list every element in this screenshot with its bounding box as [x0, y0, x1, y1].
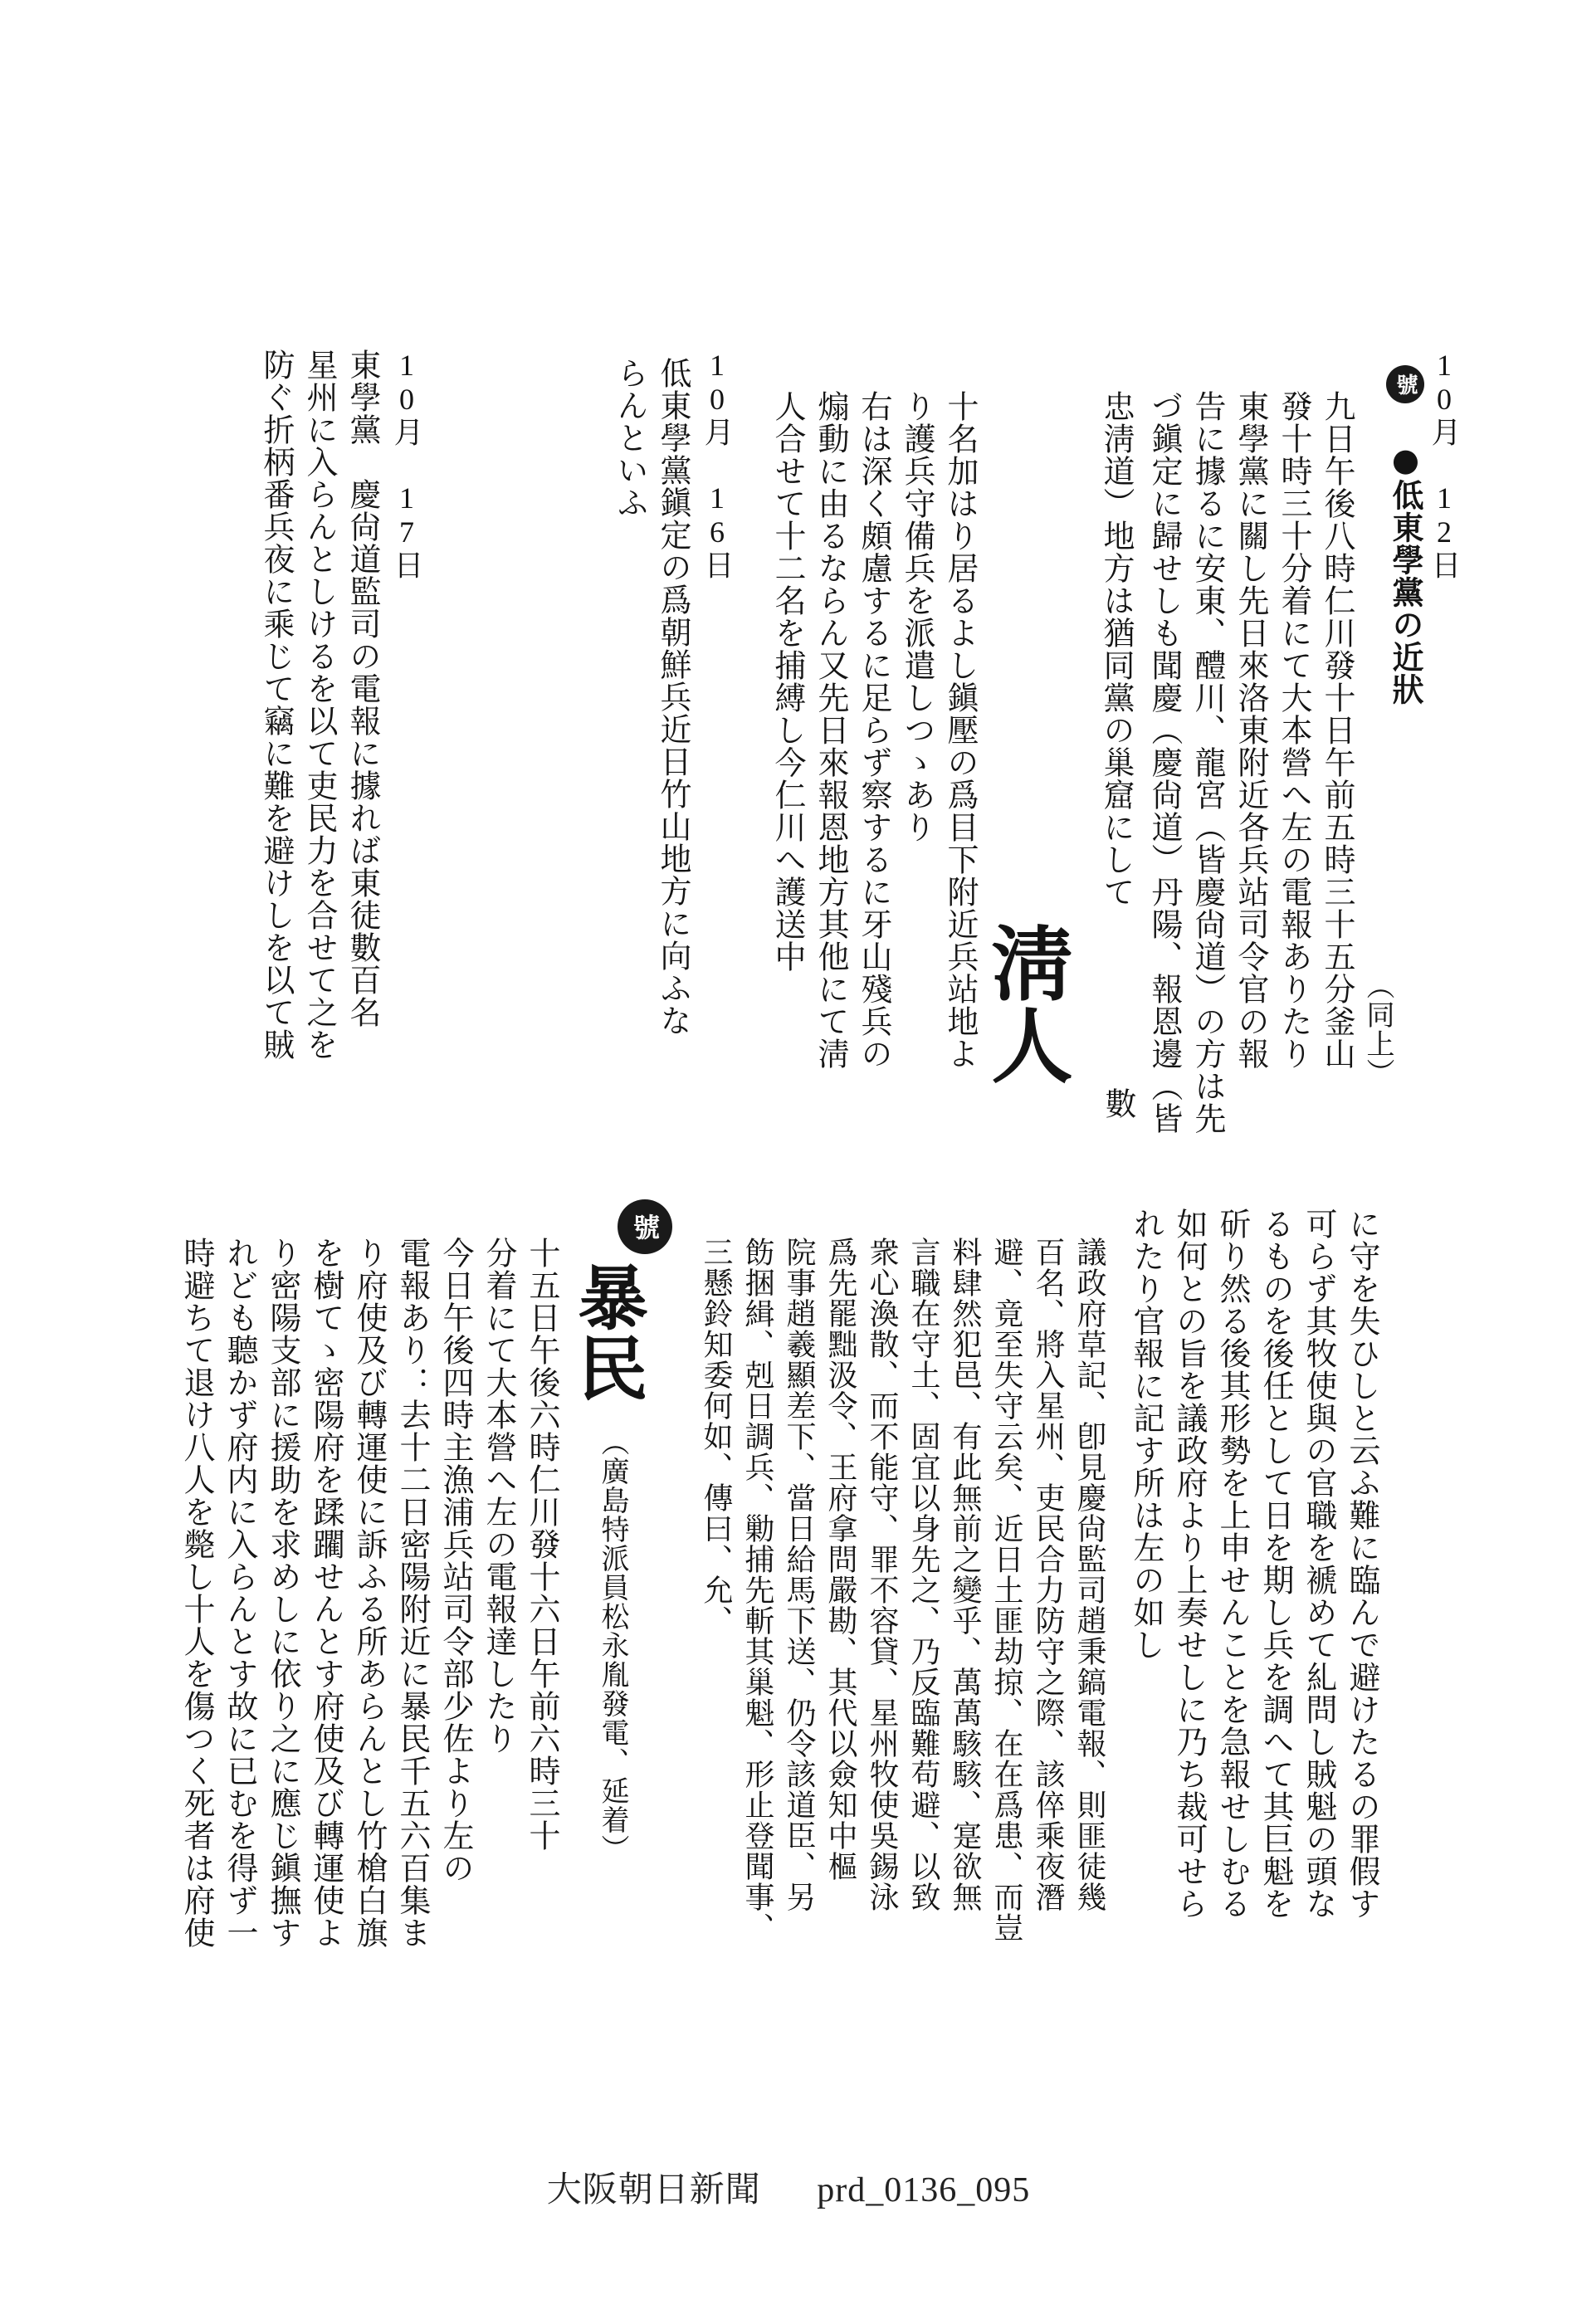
lower-left-line: 今日午後四時主漁浦兵站司令部少佐より左の — [437, 1237, 474, 1884]
article-1-title: ●低東學黨の近狀 — [1387, 441, 1424, 706]
lower-left-line: り密陽支部に援助を求めしに依り之に應じ鎭撫す — [265, 1237, 301, 1949]
article-1-line: づ鎭定に歸せしも聞慶（慶尙道）丹陽、報恩邊（皆 — [1146, 390, 1183, 1135]
article-1-line: 九日午後八時仁川發十日午前五時三十五分釜山 — [1319, 390, 1355, 1070]
lower-right-line: れたり官報に記す所は左の如し — [1128, 1208, 1164, 1661]
lower-right-line: 可らず其牧使與の官職を褫めて糺問し賊魁の頭な — [1301, 1208, 1337, 1920]
article-1-line: 人合せて十二名を捕縛し今仁川へ護送中 — [769, 390, 806, 973]
article-1-emphasis: 淸人 — [978, 921, 1073, 1086]
article-1-line: 右は深く頗慮するに足らず察するに牙山殘兵の — [856, 390, 892, 1070]
article-1-emphasis-tail: 數 — [1100, 1087, 1136, 1120]
lower-right-line: 言職在守土、固宜以身先之、乃反臨難苟避、以致 — [906, 1237, 940, 1912]
article-marker-icon: 號 — [1386, 365, 1424, 403]
lower-left-line: れども聽かず府内に入らんとす故に已むを得ず一 — [222, 1237, 258, 1949]
lower-left-line: を樹てゝ密陽府を蹂躙せんとす府使及び轉運使よ — [308, 1237, 344, 1949]
lower-right-line: 三懸鈴知委何如、傳曰、允、 — [699, 1237, 733, 1636]
lower-left-line: 電報あり：去十二日密陽附近に暴民千五六百集ま — [394, 1237, 431, 1949]
article-1-line: 東學黨に關し先日來洛東附近各兵站司令官の報 — [1233, 390, 1269, 1070]
lower-left-source: （廣島特派員松永胤發電、延着） — [596, 1428, 629, 1863]
article-3-line: 防ぐ折柄番兵夜に乘じて竊に難を避けしを以て賊 — [258, 349, 295, 1061]
lower-left-heading — [618, 1199, 672, 1254]
publication-name: 大阪朝日新聞 — [546, 2171, 761, 2209]
article-1-date: 10月 12日 — [1428, 349, 1461, 580]
lower-left-line: り府使及び轉運使に訴ふる所あらんとし竹槍白旗 — [351, 1237, 388, 1949]
lower-right-line: 避、竟至失守云矣、近日土匪劫掠、在在爲患、而豈 — [989, 1237, 1023, 1943]
lower-left-title: 暴民 — [567, 1262, 649, 1403]
article-marker-icon: 號 — [618, 1199, 672, 1254]
article-2-line: 低東學黨鎭定の爲朝鮮兵近日竹山地方に向ふな — [655, 357, 691, 1037]
article-1-source: （同上） — [1361, 971, 1394, 1087]
lower-right-line: 斫り然る後其形勢を上申せんことを急報せしむる — [1214, 1208, 1251, 1920]
lower-left-line: 十五日午後六時仁川發十六日午前六時三十 — [524, 1237, 560, 1852]
lower-right-line: 議政府草記、卽見慶尙監司趙秉鎬電報、則匪徒幾 — [1072, 1237, 1106, 1912]
article-1-line: 十名加はり居るよし鎭壓の爲目下附近兵站地よ — [942, 390, 979, 1070]
article-3-date: 10月 17日 — [390, 349, 423, 580]
article-1-line: 忠淸道）地方は猶同黨の巢窟にして — [1098, 390, 1135, 908]
article-1-line: 煽動に由るならん又先日來報恩地方其他にて淸 — [813, 390, 849, 1070]
lower-right-line: 院事趙羲顯差下、當日給馬下送、仍令該道臣、另 — [782, 1237, 816, 1912]
lower-right-line: 衆心渙散、而不能守、罪不容貸、星州牧使吳錫泳 — [865, 1237, 899, 1912]
article-2-line: らんといふ — [612, 357, 648, 519]
lower-right-line: に守を失ひしと云ふ難に臨んで避けたるの罪假す — [1344, 1208, 1380, 1920]
document-code: prd_0136_095 — [817, 2171, 1031, 2209]
lower-right-line: 百名、將入星州、吏民合力防守之際、該倅乘夜潛 — [1031, 1237, 1065, 1912]
article-1-line: り護兵守備兵を派遣しつゝあり — [899, 390, 935, 843]
lower-left-line: 時避ちて退け八人を斃し十人を傷つく死者は府使 — [178, 1237, 215, 1949]
article-3-line: 東學黨 慶尙道監司の電報に據れば東徒數百名 — [344, 349, 381, 1028]
lower-right-line: 如何との旨を議政府より上奏せしに乃ち裁可せら — [1171, 1208, 1208, 1920]
lower-right-line: 爲先罷黜汲令、王府拿問嚴勘、其代以僉知中樞 — [823, 1237, 857, 1882]
article-3-line: 星州に入らんとしけるを以て吏民力を合せて之を — [301, 349, 338, 1061]
article-1-heading — [1386, 365, 1424, 706]
article-1-line: 告に據るに安東、醴川、龍宮（皆慶尙道）の方は先 — [1189, 390, 1226, 1135]
lower-right-line: るものを後任として日を期し兵を調へて其巨魁を — [1257, 1208, 1294, 1920]
lower-right-line: 飭捆緝、剋日調兵、勦捕先斬其巢魁、形止登聞事、 — [740, 1237, 774, 1943]
article-2-date: 10月 16日 — [701, 349, 734, 580]
article-1-line: 發十時三十分着にて大本營へ左の電報ありたり — [1276, 390, 1312, 1070]
lower-left-line: 分着にて大本營へ左の電報達したり — [481, 1237, 517, 1755]
page-footer — [0, 2162, 1577, 2212]
lower-right-line: 料肆然犯邑、有此無前之變乎、萬萬駭駭、寔欲無 — [948, 1237, 982, 1912]
